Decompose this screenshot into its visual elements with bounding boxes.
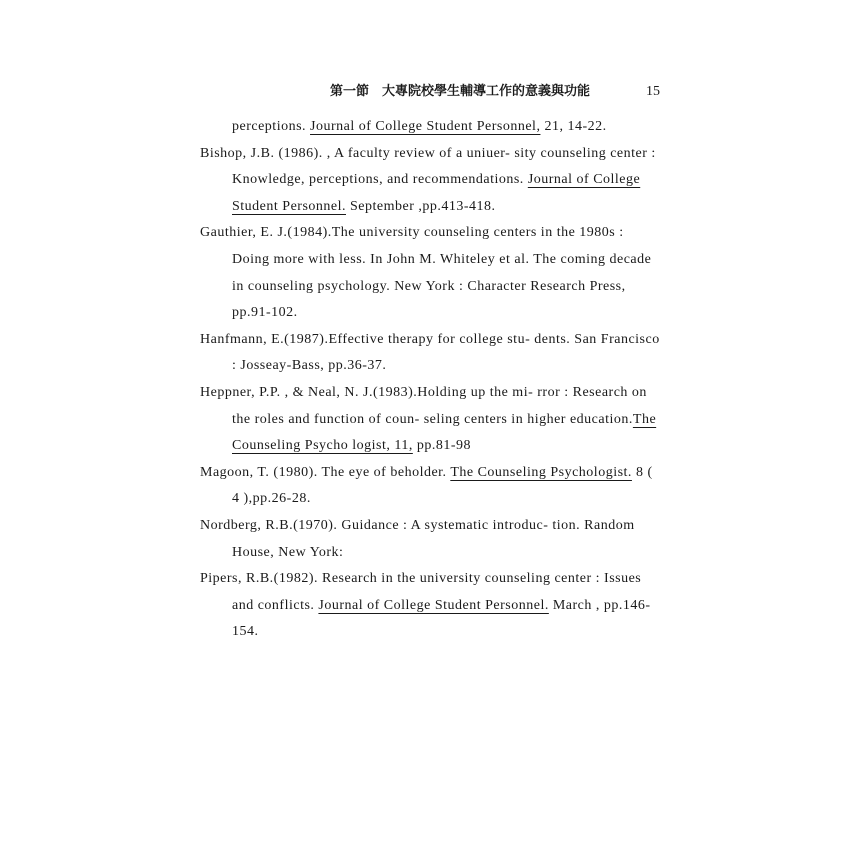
reference-entry-gauthier: Gauthier, E. J.(1984).The university counseling centers in the 1980s : Doing more with less. In John M. Whiteley et al. The coming decade in counseling psychology. New York : Character Research Press, pp.91-102. xyxy=(200,225,652,321)
reference-entry-bishop: Bishop, J.B. (1986). , A faculty review of a uniuer- sity counseling center : Knowledge, perceptions, and recommendations. Journal of College Student Personnel. September ,pp.413-418. xyxy=(200,145,656,214)
journal-title: Journal of College Student Personnel. xyxy=(318,597,549,613)
journal-title: The Counseling Psycho logist, 11, xyxy=(232,411,657,454)
reference-list xyxy=(200,114,660,646)
reference-entry-continued: perceptions. Journal of College Student Personnel, 21, 14-22. xyxy=(232,119,607,134)
journal-title: Journal of College Student Personnel. xyxy=(232,172,641,214)
reference-entry-nordberg: Nordberg, R.B.(1970). Guidance : A systematic introduc- tion. Random House, New York: xyxy=(200,517,635,560)
section-title: 第一節 大專院校學生輔導工作的意義與功能 xyxy=(330,84,591,99)
reference-entry-hanfmann: Hanfmann, E.(1987).Effective therapy for college stu- dents. San Francisco : Josseay-Bass, pp.36-37. xyxy=(200,331,660,374)
reference-entry-magoon: Magoon, T. (1980). The eye of beholder. The Counseling Psychologist. 8 ( 4 ),pp.26-28. xyxy=(200,464,653,507)
journal-title: Journal of College Student Personnel, xyxy=(310,119,541,134)
page-number: 15 xyxy=(646,84,660,99)
journal-title: The Counseling Psychologist. xyxy=(450,464,632,480)
reference-entry-heppner: Heppner, P.P. , & Neal, N. J.(1983).Holding up the mi- rror : Research on the roles and function of coun- seling centers in higher education.The Counseling Psycho logist, 11, pp.81-98 xyxy=(200,384,657,454)
running-header xyxy=(330,80,660,100)
reference-entry-pipers: Pipers, R.B.(1982). Research in the university counseling center : Issues and conflicts. Journal of College Student Personnel. March , pp.146-154. xyxy=(200,571,651,640)
